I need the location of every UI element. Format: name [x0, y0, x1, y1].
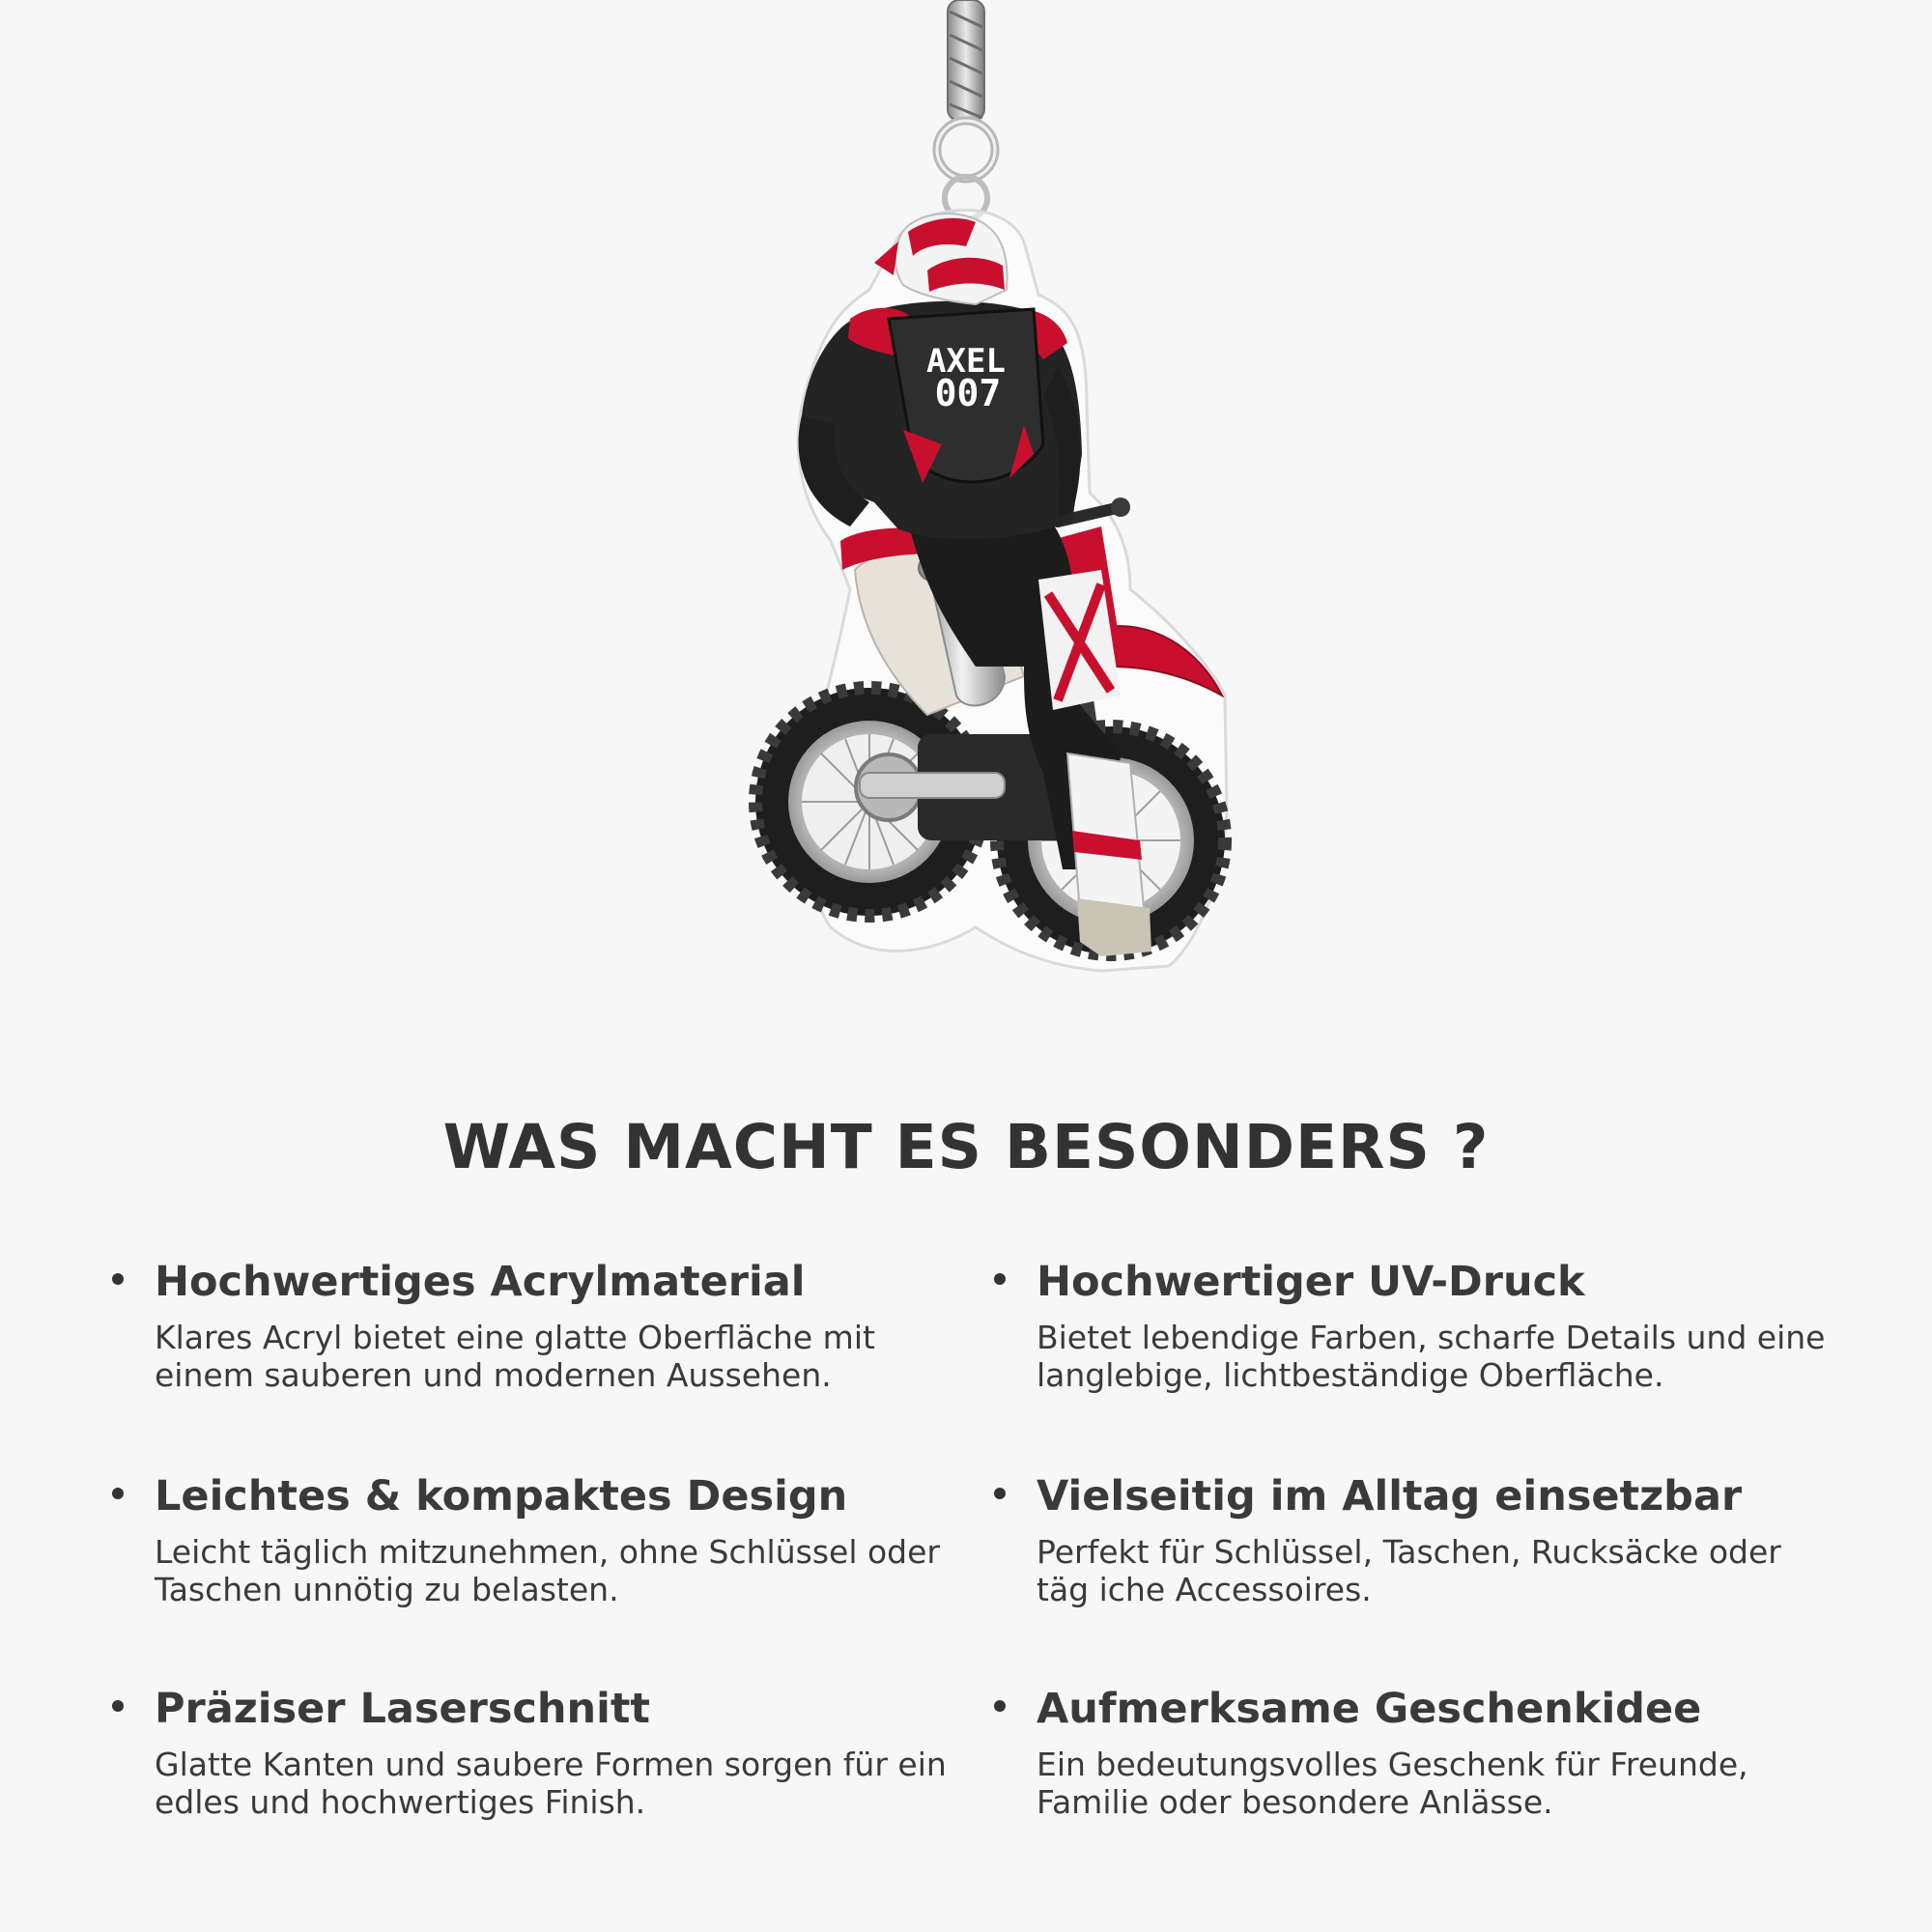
jersey-number: 007 [934, 372, 1002, 414]
bullet-icon [994, 1488, 1006, 1499]
feature-item-versatile-use [1037, 1472, 1829, 1608]
feature-item-laser-cut [155, 1685, 947, 1821]
feature-description: Glatte Kanten und saubere Formen sorgen für ein edles und hochwertiges Finish. [155, 1745, 947, 1821]
feature-item-acrylic-material [155, 1258, 947, 1394]
section-title: WAS MACHT ES BESONDERS ? [442, 1112, 1490, 1182]
bullet-icon [994, 1273, 1006, 1285]
feature-item-compact-design [155, 1472, 947, 1608]
keychain-chain [948, 0, 984, 121]
feature-title: Präziser Laserschnitt [155, 1685, 650, 1733]
feature-title: Aufmerksame Geschenkidee [1037, 1685, 1702, 1733]
feature-title: Hochwertiges Acrylmaterial [155, 1258, 806, 1306]
feature-description: Ein bedeutungsvolles Geschenk für Freunde, Familie oder besondere Anlässe. [1037, 1745, 1748, 1821]
bullet-icon [994, 1700, 1006, 1712]
feature-title: Hochwertiger UV-Druck [1037, 1258, 1585, 1306]
feature-title: Vielseitig im Alltag einsetzbar [1037, 1472, 1743, 1520]
feature-description: Perfekt für Schlüssel, Taschen, Rucksäcke oder täg iche Accessoires. [1037, 1532, 1781, 1608]
feature-description: Leicht täglich mitzunehmen, ohne Schlüssel oder Taschen unnötig zu belasten. [155, 1532, 940, 1608]
bullet-icon [112, 1273, 124, 1285]
feature-item-uv-print [1037, 1258, 1829, 1394]
feature-description: Bietet lebendige Farben, scharfe Details und eine langlebige, lichtbeständige Oberfläche. [1037, 1318, 1826, 1394]
jersey-name: AXEL [926, 342, 1006, 381]
keychain-ring-icon [937, 121, 995, 219]
bullet-icon [112, 1700, 124, 1712]
feature-description: Klares Acryl bietet eine glatte Oberfläche mit einem sauberen und modernen Aussehen. [155, 1318, 875, 1394]
feature-title: Leichtes & kompaktes Design [155, 1472, 848, 1520]
feature-item-gift-idea [1037, 1685, 1829, 1821]
bullet-icon [112, 1488, 124, 1499]
